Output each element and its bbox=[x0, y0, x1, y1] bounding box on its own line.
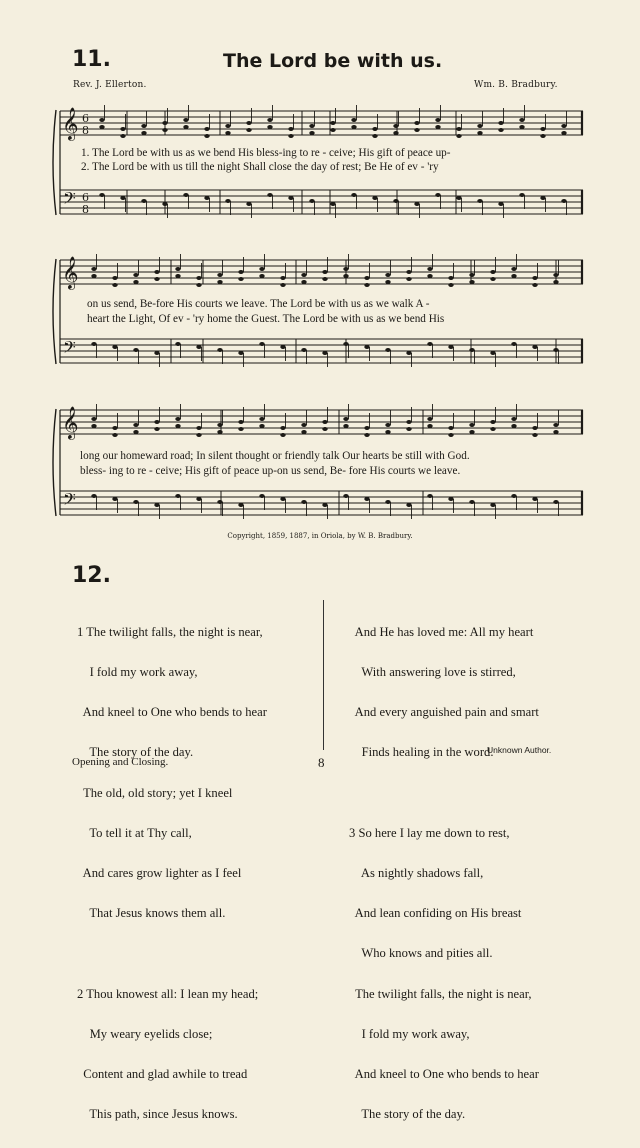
note-head bbox=[91, 417, 96, 421]
note-head bbox=[498, 202, 503, 206]
note-head bbox=[112, 433, 117, 437]
note-head bbox=[301, 430, 306, 434]
note-head bbox=[532, 426, 537, 430]
note-head bbox=[330, 121, 335, 125]
note-head bbox=[225, 199, 230, 203]
note-head bbox=[162, 202, 167, 206]
note-head bbox=[351, 125, 356, 129]
poem-line: 3 So here I lay me down to rest, bbox=[349, 825, 510, 840]
note-head bbox=[372, 196, 377, 200]
note-head bbox=[406, 420, 411, 424]
note-head bbox=[196, 433, 201, 437]
note-head bbox=[288, 127, 293, 131]
note-head bbox=[280, 426, 285, 430]
hymn-12-author: Unknown Author. bbox=[487, 745, 552, 755]
note-head bbox=[280, 497, 285, 501]
note-head bbox=[238, 420, 243, 424]
note-head bbox=[141, 124, 146, 128]
note-head bbox=[196, 497, 201, 501]
note-head bbox=[259, 494, 264, 498]
copyright-notice: Copyright, 1859, 1887, in Oriola, by W. B. Bradbury. bbox=[227, 532, 413, 540]
note-head bbox=[120, 127, 125, 131]
note-head bbox=[343, 342, 348, 346]
time-signature-top: 6 bbox=[82, 191, 89, 204]
poem-line: I fold my work away, bbox=[77, 665, 198, 680]
note-head bbox=[469, 423, 474, 427]
note-head bbox=[393, 124, 398, 128]
note-head bbox=[469, 348, 474, 352]
note-head bbox=[183, 118, 188, 122]
note-head bbox=[511, 494, 516, 498]
note-head bbox=[175, 494, 180, 498]
note-head bbox=[477, 124, 482, 128]
treble-clef: 𝄞 bbox=[62, 406, 79, 439]
note-head bbox=[112, 276, 117, 280]
note-head bbox=[301, 423, 306, 427]
poem-line: I fold my work away, bbox=[349, 1026, 470, 1041]
poem-line: Content and glad awhile to tread bbox=[77, 1067, 248, 1082]
note-head bbox=[322, 427, 327, 431]
note-head bbox=[456, 134, 461, 138]
note-head bbox=[154, 351, 159, 355]
note-head bbox=[267, 118, 272, 122]
note-head bbox=[322, 503, 327, 507]
note-head bbox=[511, 424, 516, 428]
note-head bbox=[540, 127, 545, 131]
hymn-11-title: The Lord be with us. bbox=[223, 50, 443, 72]
note-head bbox=[301, 348, 306, 352]
note-head bbox=[385, 430, 390, 434]
note-head bbox=[133, 348, 138, 352]
note-head bbox=[196, 276, 201, 280]
poem-line: This path, since Jesus knows. bbox=[77, 1107, 238, 1122]
bass-clef: 𝄢 bbox=[63, 489, 76, 513]
note-head bbox=[414, 128, 419, 132]
note-head bbox=[532, 276, 537, 280]
poem-line bbox=[349, 787, 539, 800]
note-head bbox=[427, 274, 432, 278]
page-number: 8 bbox=[318, 755, 325, 770]
note-head bbox=[112, 345, 117, 349]
note-head bbox=[553, 500, 558, 504]
note-head bbox=[183, 125, 188, 129]
note-head bbox=[511, 274, 516, 278]
note-head bbox=[498, 128, 503, 132]
system-3-verse-1: long our homeward road; In silent thought or friendly talk Our hearts be still with God. bbox=[80, 450, 470, 462]
note-head bbox=[448, 345, 453, 349]
note-head bbox=[154, 270, 159, 274]
note-head bbox=[406, 503, 411, 507]
system-brace bbox=[53, 110, 56, 215]
note-head bbox=[532, 433, 537, 437]
system-1-verse-2: 2. The Lord be with us till the night Shall close the day of rest; Be He of ev - 'ry bbox=[81, 161, 439, 173]
poem-line: And He has loved me: All my heart bbox=[349, 624, 534, 639]
note-head bbox=[91, 424, 96, 428]
note-head bbox=[217, 423, 222, 427]
note-head bbox=[246, 128, 251, 132]
note-head bbox=[309, 124, 314, 128]
note-head bbox=[427, 424, 432, 428]
treble-clef: 𝄞 bbox=[62, 256, 79, 289]
note-head bbox=[385, 273, 390, 277]
note-head bbox=[393, 131, 398, 135]
note-head bbox=[162, 121, 167, 125]
poem-line: My weary eyelids close; bbox=[77, 1026, 213, 1041]
note-head bbox=[99, 193, 104, 197]
poem-line: 2 Thou knowest all: I lean my head; bbox=[77, 986, 259, 1001]
note-head bbox=[154, 503, 159, 507]
note-head bbox=[364, 345, 369, 349]
note-head bbox=[372, 127, 377, 131]
note-head bbox=[561, 124, 566, 128]
note-head bbox=[267, 125, 272, 129]
note-head bbox=[120, 196, 125, 200]
note-head bbox=[280, 433, 285, 437]
note-head bbox=[427, 417, 432, 421]
note-head bbox=[532, 497, 537, 501]
note-head bbox=[540, 134, 545, 138]
note-head bbox=[448, 497, 453, 501]
note-head bbox=[133, 273, 138, 277]
note-head bbox=[343, 494, 348, 498]
note-head bbox=[141, 131, 146, 135]
note-head bbox=[259, 424, 264, 428]
treble-clef: 𝄞 bbox=[62, 107, 79, 140]
note-head bbox=[141, 199, 146, 203]
note-head bbox=[154, 420, 159, 424]
note-head bbox=[532, 345, 537, 349]
note-head bbox=[259, 417, 264, 421]
note-head bbox=[91, 267, 96, 271]
poem-line: 1 The twilight falls, the night is near, bbox=[77, 624, 263, 639]
poem-line: The story of the day. bbox=[349, 1107, 466, 1122]
note-head bbox=[490, 420, 495, 424]
note-head bbox=[511, 342, 516, 346]
note-head bbox=[154, 277, 159, 281]
note-head bbox=[175, 274, 180, 278]
note-head bbox=[238, 427, 243, 431]
system-brace bbox=[53, 259, 56, 364]
system-3-verse-2: bless- ing to re - ceive; His gift of peace up-on us send, Be- fore His courts we leave. bbox=[80, 465, 461, 477]
note-head bbox=[196, 283, 201, 287]
note-head bbox=[343, 424, 348, 428]
note-head bbox=[469, 500, 474, 504]
poem-line bbox=[77, 947, 267, 960]
system-2-verse-1: on us send, Be-fore His courts we leave. The Lord be with us as we walk A - bbox=[87, 298, 430, 310]
note-head bbox=[217, 430, 222, 434]
note-head bbox=[414, 121, 419, 125]
bass-clef: 𝄢 bbox=[63, 337, 76, 361]
note-head bbox=[91, 342, 96, 346]
note-head bbox=[553, 423, 558, 427]
note-head bbox=[301, 280, 306, 284]
note-head bbox=[532, 283, 537, 287]
poem-line: And kneel to One who bends to hear bbox=[349, 1067, 539, 1082]
note-head bbox=[553, 280, 558, 284]
note-head bbox=[322, 420, 327, 424]
note-head bbox=[343, 274, 348, 278]
note-head bbox=[490, 427, 495, 431]
note-head bbox=[112, 283, 117, 287]
note-head bbox=[154, 427, 159, 431]
note-head bbox=[456, 127, 461, 131]
note-head bbox=[217, 348, 222, 352]
note-head bbox=[225, 131, 230, 135]
note-head bbox=[351, 193, 356, 197]
note-head bbox=[301, 273, 306, 277]
note-head bbox=[351, 118, 356, 122]
note-head bbox=[469, 273, 474, 277]
note-head bbox=[364, 433, 369, 437]
note-head bbox=[280, 283, 285, 287]
note-head bbox=[561, 199, 566, 203]
note-head bbox=[519, 193, 524, 197]
note-head bbox=[406, 351, 411, 355]
poem-line: And lean confiding on His breast bbox=[349, 906, 522, 921]
note-head bbox=[477, 131, 482, 135]
note-head bbox=[414, 202, 419, 206]
note-head bbox=[133, 500, 138, 504]
note-head bbox=[225, 124, 230, 128]
note-head bbox=[448, 433, 453, 437]
note-head bbox=[112, 497, 117, 501]
note-head bbox=[175, 342, 180, 346]
note-head bbox=[196, 426, 201, 430]
poem-line: The old, old story; yet I kneel bbox=[77, 785, 233, 800]
note-head bbox=[511, 267, 516, 271]
note-head bbox=[322, 351, 327, 355]
note-head bbox=[246, 202, 251, 206]
note-head bbox=[217, 500, 222, 504]
note-head bbox=[217, 273, 222, 277]
note-head bbox=[288, 134, 293, 138]
hymn-11-lyricist: Rev. J. Ellerton. bbox=[73, 80, 147, 90]
note-head bbox=[204, 196, 209, 200]
note-head bbox=[175, 417, 180, 421]
poem-line: And every anguished pain and smart bbox=[349, 705, 539, 720]
note-head bbox=[435, 193, 440, 197]
note-head bbox=[309, 131, 314, 135]
note-head bbox=[540, 196, 545, 200]
note-head bbox=[238, 277, 243, 281]
note-head bbox=[553, 348, 558, 352]
hymn-12-right-column bbox=[349, 599, 539, 1148]
note-head bbox=[343, 267, 348, 271]
note-head bbox=[267, 193, 272, 197]
footer-section-title: Opening and Closing. bbox=[72, 756, 169, 768]
note-head bbox=[427, 342, 432, 346]
note-head bbox=[498, 121, 503, 125]
time-signature-bottom: 8 bbox=[82, 124, 89, 137]
note-head bbox=[288, 196, 293, 200]
poem-line: That Jesus knows them all. bbox=[77, 906, 226, 921]
note-head bbox=[238, 351, 243, 355]
note-head bbox=[456, 196, 461, 200]
note-head bbox=[238, 503, 243, 507]
poem-line: And kneel to One who bends to hear bbox=[77, 705, 267, 720]
note-head bbox=[204, 127, 209, 131]
note-head bbox=[91, 494, 96, 498]
note-head bbox=[406, 427, 411, 431]
column-divider bbox=[323, 600, 324, 750]
note-head bbox=[364, 497, 369, 501]
note-head bbox=[490, 270, 495, 274]
note-head bbox=[217, 280, 222, 284]
note-head bbox=[330, 128, 335, 132]
note-head bbox=[372, 134, 377, 138]
hymn-12-left-column bbox=[77, 599, 267, 1148]
note-head bbox=[406, 270, 411, 274]
note-head bbox=[322, 270, 327, 274]
note-head bbox=[427, 267, 432, 271]
note-head bbox=[364, 283, 369, 287]
poem-line: As nightly shadows fall, bbox=[349, 866, 484, 881]
note-head bbox=[364, 426, 369, 430]
hymn-12-number: 12. bbox=[72, 563, 111, 588]
poem-line: To tell it at Thy call, bbox=[77, 825, 192, 840]
note-head bbox=[343, 417, 348, 421]
note-head bbox=[561, 131, 566, 135]
note-head bbox=[427, 494, 432, 498]
system-brace bbox=[53, 409, 56, 516]
note-head bbox=[448, 276, 453, 280]
note-head bbox=[511, 417, 516, 421]
time-signature-top: 6 bbox=[82, 112, 89, 125]
note-head bbox=[133, 423, 138, 427]
hymn-11-composer: Wm. B. Bradbury. bbox=[474, 80, 558, 90]
poem-line: With answering love is stirred, bbox=[349, 665, 516, 680]
note-head bbox=[435, 125, 440, 129]
poem-line: Who knows and pities all. bbox=[349, 946, 493, 961]
system-2-verse-2: heart the Light, Of ev - 'ry home the Guest. The Lord be with us as we bend His bbox=[87, 313, 445, 325]
note-head bbox=[175, 267, 180, 271]
note-head bbox=[469, 430, 474, 434]
note-head bbox=[133, 280, 138, 284]
note-head bbox=[280, 276, 285, 280]
note-head bbox=[385, 280, 390, 284]
note-head bbox=[448, 283, 453, 287]
note-head bbox=[322, 277, 327, 281]
system-1-verse-1: 1. The Lord be with us as we bend His bless-ing to re - ceive; His gift of peace up- bbox=[81, 147, 451, 159]
note-head bbox=[246, 121, 251, 125]
bass-clef: 𝄢 bbox=[63, 188, 76, 212]
note-head bbox=[196, 345, 201, 349]
note-head bbox=[238, 270, 243, 274]
poem-line: Finds healing in the word. bbox=[349, 745, 494, 760]
note-head bbox=[259, 267, 264, 271]
note-head bbox=[385, 500, 390, 504]
note-head bbox=[112, 426, 117, 430]
note-head bbox=[406, 277, 411, 281]
note-head bbox=[301, 500, 306, 504]
note-head bbox=[309, 199, 314, 203]
note-head bbox=[393, 199, 398, 203]
poem-line: The story of the day. bbox=[77, 745, 194, 760]
note-head bbox=[259, 342, 264, 346]
note-head bbox=[99, 125, 104, 129]
note-head bbox=[120, 134, 125, 138]
note-head bbox=[183, 193, 188, 197]
note-head bbox=[133, 430, 138, 434]
note-head bbox=[175, 424, 180, 428]
note-head bbox=[519, 125, 524, 129]
hymn-11-number: 11. bbox=[72, 47, 111, 72]
note-head bbox=[490, 277, 495, 281]
note-head bbox=[435, 118, 440, 122]
poem-line: And cares grow lighter as I feel bbox=[77, 866, 242, 881]
note-head bbox=[519, 118, 524, 122]
note-head bbox=[259, 274, 264, 278]
note-head bbox=[553, 430, 558, 434]
note-head bbox=[448, 426, 453, 430]
note-head bbox=[91, 274, 96, 278]
note-head bbox=[477, 199, 482, 203]
note-head bbox=[330, 202, 335, 206]
time-signature-bottom: 8 bbox=[82, 203, 89, 216]
note-head bbox=[385, 348, 390, 352]
note-head bbox=[490, 351, 495, 355]
note-head bbox=[553, 273, 558, 277]
poem-line: The twilight falls, the night is near, bbox=[349, 986, 532, 1001]
note-head bbox=[99, 118, 104, 122]
note-head bbox=[385, 423, 390, 427]
note-head bbox=[280, 345, 285, 349]
note-head bbox=[364, 276, 369, 280]
note-head bbox=[162, 128, 167, 132]
note-head bbox=[204, 134, 209, 138]
note-head bbox=[469, 280, 474, 284]
note-head bbox=[490, 503, 495, 507]
